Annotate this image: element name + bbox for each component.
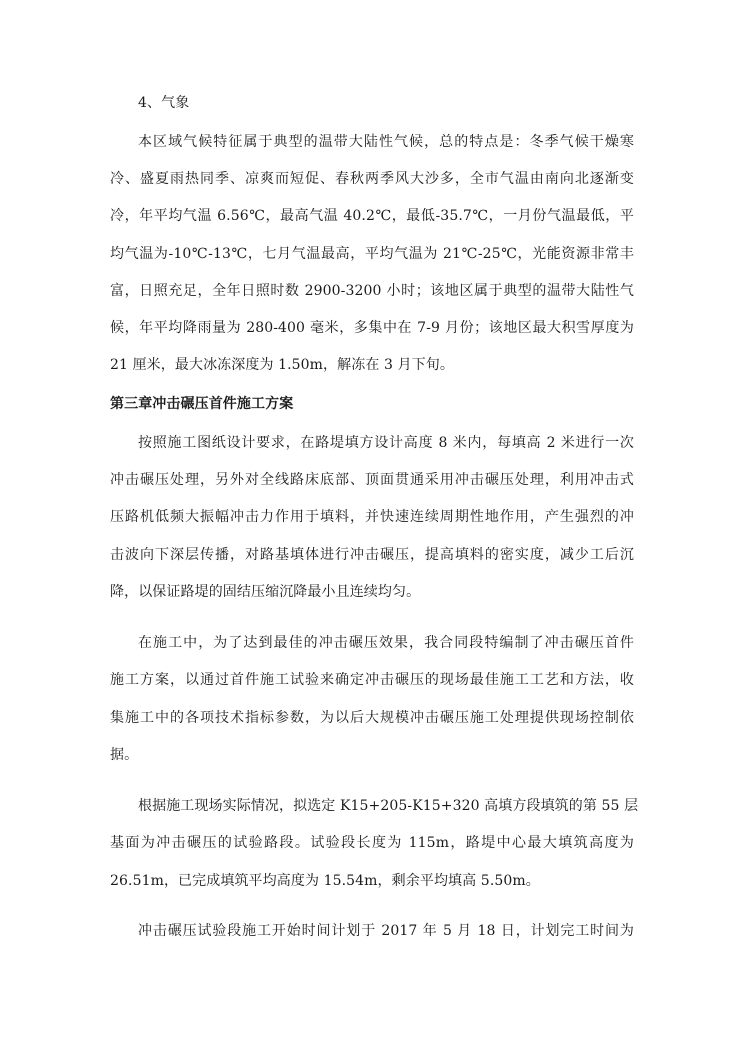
paragraph-line: 冲击碾压处理，另外对全线路床底部、顶面贯通采用冲击碾压处理，利用冲击式 [110, 472, 634, 488]
paragraph-line: 压路机低频大振幅冲击力作用于填料，并快速连续周期性地作用，产生强烈的冲 [110, 509, 634, 525]
paragraph-line: 根据施工现场实际情况，拟选定 K15+205-K15+320 高填方段填筑的第 55 层 [138, 798, 639, 814]
paragraph-line: 本区域气候特征属于典型的温带大陆性气候，总的特点是：冬季气候干燥寒 [138, 134, 634, 150]
paragraph-line: 击波向下深层传播，对路基填体进行冲击碾压，提高填料的密实度，减少工后沉 [110, 547, 634, 563]
paragraph-line: 基面为冲击碾压的试验路段。试验段长度为 115m，路堤中心最大填筑高度为 [110, 835, 634, 851]
section-title: 4、气象 [138, 95, 190, 111]
paragraph-line: 据。 [110, 747, 139, 763]
paragraph-line: 降，以保证路堤的固结压缩沉降最小且连续均匀。 [110, 584, 421, 600]
paragraph-line: 富，日照充足，全年日照时数 2900-3200 小时；该地区属于典型的温带大陆性气 [110, 283, 634, 299]
paragraph-line: 冲击碾压试验段施工开始时间计划于 2017 年 5 月 18 日，计划完工时间为 [138, 923, 634, 939]
paragraph-line: 26.51m，已完成填筑平均高度为 15.54m，剩余平均填高 5.50m。 [110, 873, 540, 889]
paragraph-line: 集施工中的各项技术指标参数，为以后大规模冲击碾压施工处理提供现场控制依 [110, 710, 634, 726]
paragraph-line: 候，年平均降雨量为 280-400 毫米，多集中在 7-9 月份；该地区最大积雪厚度为 [110, 320, 634, 336]
paragraph-line: 按照施工图纸设计要求，在路堤填方设计高度 8 米内，每填高 2 米进行一次 [138, 435, 634, 451]
paragraph-line: 冷，年平均气温 6.56℃，最高气温 40.2℃，最低-35.7℃，一月份气温最低，平 [110, 208, 634, 224]
paragraph-line: 均气温为-10℃-13℃，七月气温最高，平均气温为 21℃-25℃，光能资源非常丰 [110, 246, 634, 262]
paragraph-line: 21 厘米，最大冰冻深度为 1.50m，解冻在 3 月下旬。 [110, 357, 454, 373]
paragraph-line: 冷、盛夏雨热同季、凉爽而短促、春秋两季风大沙多，全市气温由南向北逐渐变 [110, 171, 634, 187]
paragraph-line: 在施工中，为了达到最佳的冲击碾压效果，我合同段特编制了冲击碾压首件 [138, 635, 634, 651]
chapter-title: 第三章冲击碾压首件施工方案 [110, 396, 294, 412]
paragraph-line: 施工方案，以通过首件施工试验来确定冲击碾压的现场最佳施工工艺和方法，收 [110, 672, 634, 688]
